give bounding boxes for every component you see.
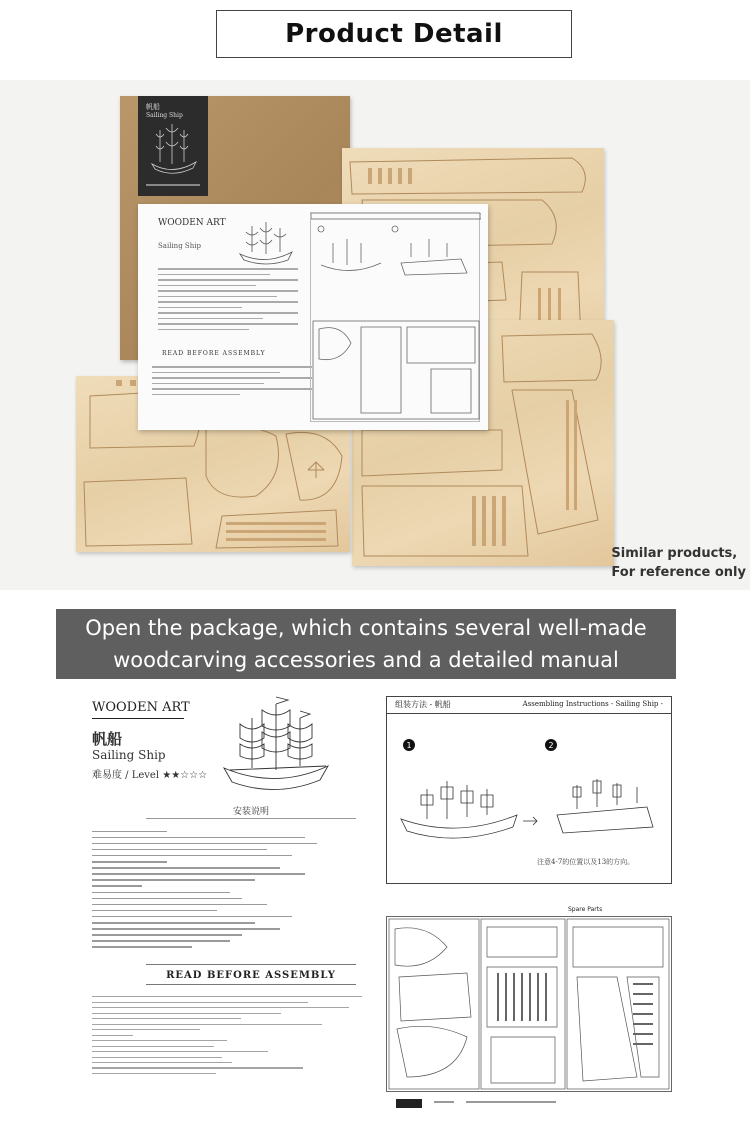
- package-ship-icon: [138, 96, 208, 196]
- similar-products-caption: [611, 544, 746, 582]
- spare-parts-label: Spare Parts: [568, 906, 603, 913]
- instruction-diagram: [311, 213, 481, 423]
- banner-line-2: woodcarving accessories and a detailed manual: [113, 648, 619, 672]
- assembly-steps-header: [387, 697, 671, 714]
- product-detail-title: Product Detail: [285, 19, 503, 49]
- instruction-text-block: [158, 264, 298, 334]
- assembly-steps-box: [386, 696, 672, 884]
- package-contents-banner: [56, 609, 676, 679]
- footer-badge: [396, 1099, 422, 1108]
- assembly-header-cn: 组装方法 - 帆船: [395, 700, 451, 709]
- instruction-sheet-ship: Sailing Ship: [158, 242, 201, 250]
- read-before-assembly: READ BEFORE ASSEMBLY: [166, 970, 336, 981]
- manual-brand: WOODEN ART: [92, 700, 190, 715]
- manual-ship-name-cn: 帆船: [92, 730, 123, 748]
- assembly-step-note: 注意4-7的位置以及13的方向。: [537, 858, 635, 866]
- instruction-sheet-right-page: [310, 212, 480, 422]
- en-instructions-text: [92, 992, 362, 1078]
- install-heading-rule: [146, 818, 356, 819]
- parts-layout: [387, 917, 671, 1091]
- read-before-rule-top: [146, 964, 356, 965]
- instruction-ship-icon: [236, 218, 296, 268]
- step-2-number: 2: [548, 741, 554, 750]
- package-label: [138, 96, 208, 196]
- package-label-cn: 帆船: [146, 103, 160, 111]
- manual-ship-icon: [216, 694, 336, 804]
- package-label-en: Sailing Ship: [146, 112, 183, 119]
- manual-left-page: [76, 692, 356, 1128]
- product-detail-header: [216, 10, 572, 58]
- assembly-header-en: Assembling Instructions - Sailing Ship -: [522, 700, 663, 708]
- cn-instructions-text: [92, 826, 342, 952]
- instruction-text-block-2: [152, 362, 312, 399]
- manual-right-page: [382, 692, 682, 1128]
- manual-ship-name-en: Sailing Ship: [92, 748, 166, 762]
- assembly-steps-diagram: [387, 715, 671, 865]
- manual-brand-rule: [92, 718, 184, 719]
- instruction-sheet-photo: [138, 204, 488, 430]
- step-1-number: 1: [406, 741, 412, 750]
- manual-footer: [386, 1096, 672, 1110]
- banner-line-1: Open the package, which contains several well-made: [85, 616, 647, 640]
- manual-difficulty-level: 难易度 / Level ★★☆☆☆: [92, 770, 208, 781]
- parts-sheet-diagram: [386, 916, 672, 1092]
- read-before-rule-bottom: [146, 984, 356, 985]
- product-photo: [0, 80, 750, 590]
- instruction-sheet-brand: WOODEN ART: [158, 218, 226, 228]
- caption-line-2: For reference only: [611, 565, 746, 580]
- install-instructions-heading: 安装说明: [232, 807, 269, 817]
- caption-line-1: Similar products,: [611, 546, 738, 561]
- instruction-read-before: READ BEFORE ASSEMBLY: [162, 350, 266, 357]
- instruction-sheet-left-page: [146, 212, 306, 422]
